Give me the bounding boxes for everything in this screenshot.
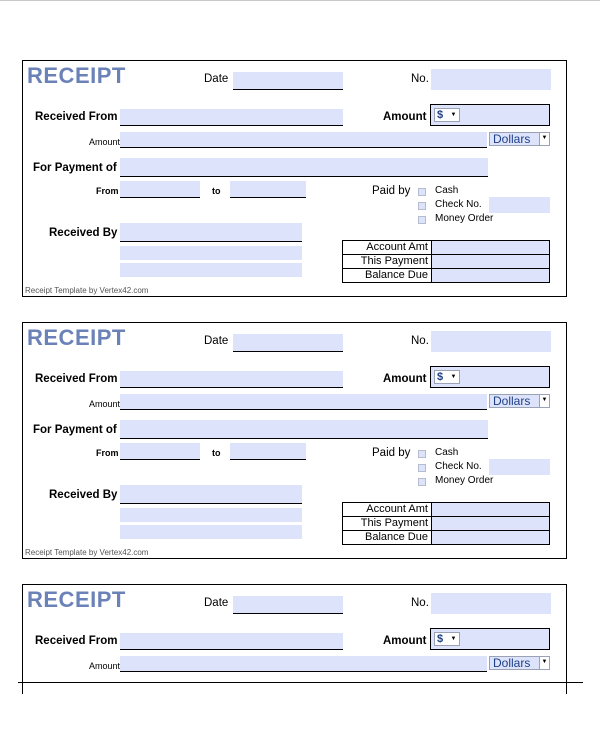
- date-label: Date: [204, 597, 229, 609]
- balance-due-label: Balance Due: [343, 269, 432, 283]
- receipt-number-field[interactable]: [431, 331, 551, 352]
- receipt-2: [22, 322, 567, 559]
- receipt-title: RECEIPT: [27, 63, 126, 88]
- received-by-line-3[interactable]: [120, 525, 302, 539]
- received-by-line-2[interactable]: [120, 508, 302, 522]
- for-payment-field[interactable]: [120, 158, 488, 177]
- received-by-field[interactable]: [120, 485, 302, 504]
- check-label: Check No.: [435, 199, 482, 210]
- amount-words-label: Amount: [89, 399, 121, 409]
- currency-select[interactable]: [434, 370, 460, 384]
- received-from-field[interactable]: [120, 633, 343, 650]
- received-from-label: Received From: [35, 635, 118, 647]
- amount-words-label: Amount: [89, 661, 121, 671]
- dropdown-arrow-icon: ▼: [450, 374, 457, 380]
- no-label: No.: [411, 73, 429, 85]
- amount-field[interactable]: [430, 366, 550, 388]
- currency-unit-select[interactable]: [489, 394, 550, 408]
- account-amt-field[interactable]: [432, 503, 550, 517]
- to-label: to: [212, 448, 221, 458]
- cash-checkbox[interactable]: [418, 188, 426, 196]
- template-credit: Receipt Template by Vertex42.com: [25, 286, 149, 295]
- to-date-field[interactable]: [230, 181, 306, 198]
- from-date-field[interactable]: [120, 443, 200, 460]
- amount-label: Amount: [383, 635, 427, 647]
- table-row: [343, 531, 550, 545]
- from-label: From: [96, 186, 119, 196]
- account-amt-label: Account Amt: [343, 503, 432, 517]
- amount-label: Amount: [383, 373, 427, 385]
- currency-unit-select[interactable]: [489, 132, 550, 146]
- cash-checkbox[interactable]: [418, 450, 426, 458]
- received-from-field[interactable]: [120, 371, 343, 388]
- received-by-label: Received By: [49, 489, 118, 501]
- receipt-number-field[interactable]: [431, 69, 551, 90]
- money-order-checkbox[interactable]: [418, 216, 426, 224]
- currency-unit-value: Dollars: [493, 656, 531, 670]
- check-checkbox[interactable]: [418, 202, 426, 210]
- this-payment-field[interactable]: [432, 517, 550, 531]
- table-row: [343, 503, 550, 517]
- account-amt-label: Account Amt: [343, 241, 432, 255]
- page-top-rule: [0, 0, 600, 1]
- balance-due-label: Balance Due: [343, 531, 432, 545]
- amount-words-label: Amount: [89, 137, 121, 147]
- balance-due-field[interactable]: [432, 269, 550, 283]
- received-by-field[interactable]: [120, 223, 302, 242]
- currency-select[interactable]: [434, 632, 460, 646]
- amount-words-field[interactable]: [120, 394, 487, 410]
- table-row: [343, 269, 550, 283]
- for-payment-label: For Payment of: [33, 162, 117, 174]
- receipt-1: [22, 60, 567, 297]
- table-row: [343, 517, 550, 531]
- from-date-field[interactable]: [120, 181, 200, 198]
- date-label: Date: [204, 73, 229, 85]
- received-by-label: Received By: [49, 227, 118, 239]
- check-number-field[interactable]: [489, 197, 550, 213]
- from-label: From: [96, 448, 119, 458]
- cash-label: Cash: [435, 447, 459, 458]
- received-by-line-3[interactable]: [120, 263, 302, 277]
- balance-due-field[interactable]: [432, 531, 550, 545]
- account-amt-field[interactable]: [432, 241, 550, 255]
- currency-value: $: [437, 633, 444, 645]
- table-row: [343, 255, 550, 269]
- template-credit: Receipt Template by Vertex42.com: [25, 548, 149, 557]
- receipt-title: RECEIPT: [27, 325, 126, 350]
- table-row: [343, 241, 550, 255]
- balance-table: [342, 240, 550, 283]
- cash-label: Cash: [435, 185, 459, 196]
- amount-field[interactable]: [430, 628, 550, 650]
- currency-unit-select[interactable]: [489, 656, 550, 670]
- dropdown-arrow-icon: ▼: [450, 112, 457, 118]
- page-bottom-rule: [18, 682, 583, 683]
- date-field[interactable]: [233, 334, 343, 352]
- money-order-checkbox[interactable]: [418, 478, 426, 486]
- date-field[interactable]: [233, 596, 343, 614]
- dropdown-arrow-icon: ▼: [539, 657, 549, 669]
- this-payment-label: This Payment: [343, 517, 432, 531]
- check-number-field[interactable]: [489, 459, 550, 475]
- no-label: No.: [411, 597, 429, 609]
- date-field[interactable]: [233, 72, 343, 90]
- amount-words-field[interactable]: [120, 132, 487, 148]
- for-payment-label: For Payment of: [33, 424, 117, 436]
- no-label: No.: [411, 335, 429, 347]
- amount-label: Amount: [383, 111, 427, 123]
- received-by-line-2[interactable]: [120, 246, 302, 260]
- to-date-field[interactable]: [230, 443, 306, 460]
- currency-unit-value: Dollars: [493, 132, 531, 146]
- money-order-label: Money Order: [435, 213, 494, 224]
- this-payment-field[interactable]: [432, 255, 550, 269]
- money-order-label: Money Order: [435, 475, 494, 486]
- to-label: to: [212, 186, 221, 196]
- received-from-label: Received From: [35, 373, 118, 385]
- for-payment-field[interactable]: [120, 420, 488, 439]
- amount-words-field[interactable]: [120, 656, 487, 672]
- check-checkbox[interactable]: [418, 464, 426, 472]
- dropdown-arrow-icon: ▼: [539, 133, 549, 145]
- this-payment-label: This Payment: [343, 255, 432, 269]
- dropdown-arrow-icon: ▼: [450, 636, 457, 642]
- receipt-3: [22, 584, 567, 694]
- amount-field[interactable]: [430, 104, 550, 126]
- receipt-title: RECEIPT: [27, 587, 126, 612]
- date-label: Date: [204, 335, 229, 347]
- dropdown-arrow-icon: ▼: [539, 395, 549, 407]
- currency-value: $: [437, 371, 444, 383]
- currency-value: $: [437, 109, 444, 121]
- balance-table: [342, 502, 550, 545]
- received-from-field[interactable]: [120, 109, 343, 126]
- currency-select[interactable]: [434, 108, 460, 122]
- receipt-number-field[interactable]: [431, 593, 551, 614]
- received-from-label: Received From: [35, 111, 118, 123]
- currency-unit-value: Dollars: [493, 394, 531, 408]
- paid-by-label: Paid by: [372, 185, 411, 197]
- paid-by-label: Paid by: [372, 447, 411, 459]
- check-label: Check No.: [435, 461, 482, 472]
